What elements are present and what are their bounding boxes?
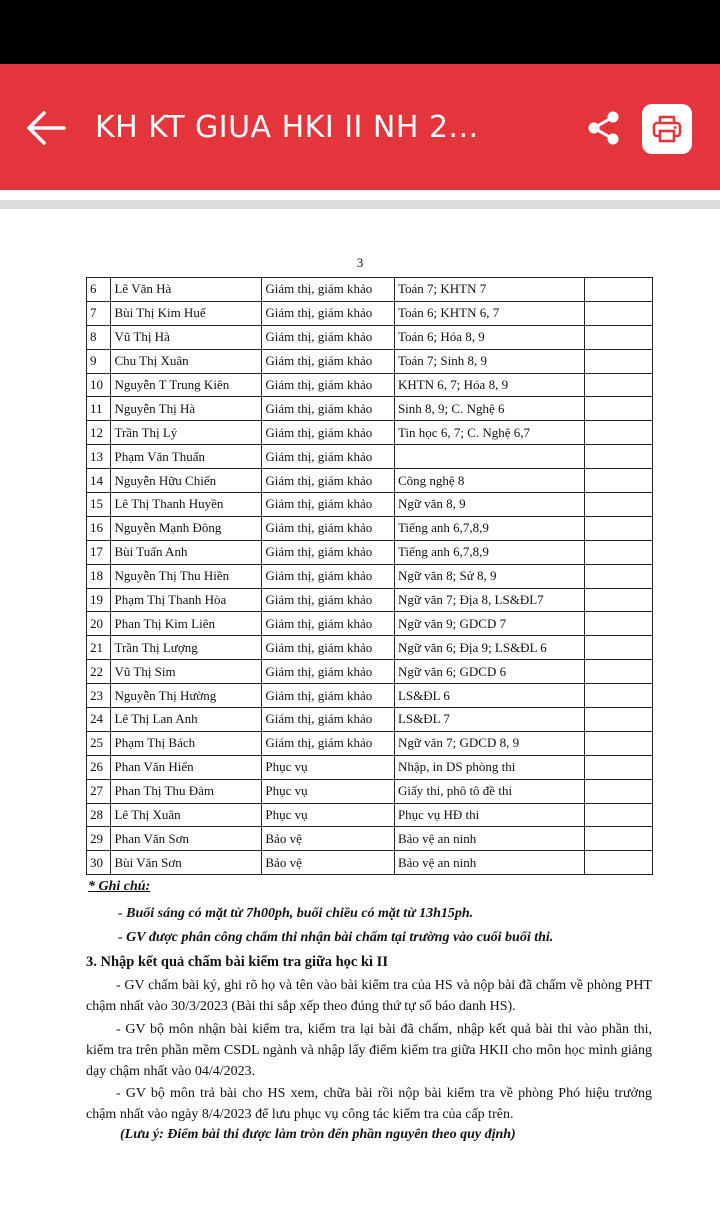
staff-role: Giám thị, giám khảo — [262, 564, 395, 588]
staff-extra — [584, 397, 652, 421]
staff-role: Giám thị, giám khảo — [262, 636, 395, 660]
table-row — [87, 612, 653, 636]
table-row — [87, 564, 653, 588]
print-button[interactable] — [642, 104, 692, 154]
staff-extra — [584, 779, 652, 803]
note-line: - Buổi sáng có mặt từ 7h00ph, buổi chiều có mặt từ 13h15ph. — [118, 906, 474, 921]
document-title: KH KT GIUA HKI II NH 2... — [95, 110, 479, 145]
staff-role: Phục vụ — [262, 779, 395, 803]
row-number: 9 — [87, 349, 111, 373]
table-row — [87, 373, 653, 397]
table-row — [87, 779, 653, 803]
table-row — [87, 421, 653, 445]
staff-role: Giám thị, giám khảo — [262, 708, 395, 732]
staff-table — [86, 277, 653, 875]
staff-name: Trần Thị Lý — [111, 421, 262, 445]
staff-extra — [584, 516, 652, 540]
app-bar — [0, 64, 720, 190]
staff-name: Vũ Thị Hà — [111, 325, 262, 349]
row-number: 29 — [87, 827, 111, 851]
staff-subject: Ngữ văn 7; Địa 8, LS&ĐL7 — [394, 588, 584, 612]
staff-extra — [584, 755, 652, 779]
printer-icon — [650, 112, 684, 146]
staff-subject: Phục vụ HĐ thi — [394, 803, 584, 827]
row-number: 21 — [87, 636, 111, 660]
row-number: 18 — [87, 564, 111, 588]
staff-role: Giám thị, giám khảo — [262, 493, 395, 517]
staff-name: Bùi Thị Kim Huế — [111, 301, 262, 325]
staff-name: Lê Thị Thanh Huyền — [111, 493, 262, 517]
note-title: * Ghi chú: — [88, 879, 151, 894]
staff-extra — [584, 851, 652, 875]
staff-name: Phan Thị Thu Đảm — [111, 779, 262, 803]
row-number: 22 — [87, 660, 111, 684]
staff-extra — [584, 373, 652, 397]
staff-name: Bùi Tuấn Anh — [111, 540, 262, 564]
staff-role: Phục vụ — [262, 755, 395, 779]
row-number: 10 — [87, 373, 111, 397]
staff-role: Giám thị, giám khảo — [262, 516, 395, 540]
status-bar — [0, 0, 720, 64]
staff-subject: Toán 6; Hóa 8, 9 — [394, 325, 584, 349]
staff-extra — [584, 564, 652, 588]
staff-role: Giám thị, giám khảo — [262, 349, 395, 373]
staff-role: Giám thị, giám khảo — [262, 540, 395, 564]
section-heading: 3. Nhập kết quả chấm bài kiểm tra giữa học kì II — [86, 954, 388, 970]
staff-extra — [584, 469, 652, 493]
staff-subject: Giấy thi, phô tô đề thi — [394, 779, 584, 803]
staff-role: Giám thị, giám khảo — [262, 373, 395, 397]
staff-name: Chu Thị Xuân — [111, 349, 262, 373]
staff-role: Phục vụ — [262, 803, 395, 827]
staff-subject: Tiếng anh 6,7,8,9 — [394, 540, 584, 564]
staff-extra — [584, 445, 652, 469]
staff-subject: LS&ĐL 6 — [394, 684, 584, 708]
table-row — [87, 301, 653, 325]
staff-role: Giám thị, giám khảo — [262, 301, 395, 325]
row-number: 26 — [87, 755, 111, 779]
staff-extra — [584, 325, 652, 349]
table-row — [87, 516, 653, 540]
table-row — [87, 827, 653, 851]
row-number: 28 — [87, 803, 111, 827]
staff-subject: Ngữ văn 9; GDCD 7 — [394, 612, 584, 636]
staff-subject: LS&ĐL 7 — [394, 708, 584, 732]
staff-subject: Ngữ văn 7; GDCD 8, 9 — [394, 731, 584, 755]
staff-name: Nguyễn Mạnh Đông — [111, 516, 262, 540]
staff-name: Nguyễn Thị Hường — [111, 684, 262, 708]
staff-name: Lê Thị Xuân — [111, 803, 262, 827]
staff-name: Nguyễn Thị Hà — [111, 397, 262, 421]
row-number: 27 — [87, 779, 111, 803]
staff-subject: Ngữ văn 6; GDCD 6 — [394, 660, 584, 684]
row-number: 30 — [87, 851, 111, 875]
row-number: 20 — [87, 612, 111, 636]
staff-role: Giám thị, giám khảo — [262, 684, 395, 708]
table-row — [87, 851, 653, 875]
row-number: 25 — [87, 731, 111, 755]
staff-name: Lê Văn Hà — [111, 278, 262, 302]
row-number: 23 — [87, 684, 111, 708]
staff-subject: Bảo vệ an ninh — [394, 851, 584, 875]
staff-name: Trần Thị Lượng — [111, 636, 262, 660]
staff-role: Giám thị, giám khảo — [262, 731, 395, 755]
row-number: 15 — [87, 493, 111, 517]
table-row — [87, 469, 653, 493]
staff-subject: Nhập, in DS phòng thi — [394, 755, 584, 779]
staff-name: Nguyễn Thị Thu Hiền — [111, 564, 262, 588]
staff-role: Giám thị, giám khảo — [262, 612, 395, 636]
document-page — [0, 209, 720, 1218]
staff-subject: Tin học 6, 7; C. Nghệ 6,7 — [394, 421, 584, 445]
staff-role: Bảo vệ — [262, 851, 395, 875]
table-row — [87, 397, 653, 421]
staff-name: Lê Thị Lan Anh — [111, 708, 262, 732]
table-row — [87, 684, 653, 708]
staff-subject: Công nghệ 8 — [394, 469, 584, 493]
staff-subject: Toán 7; KHTN 7 — [394, 278, 584, 302]
row-number: 7 — [87, 301, 111, 325]
staff-role: Giám thị, giám khảo — [262, 588, 395, 612]
staff-extra — [584, 636, 652, 660]
paragraph: - GV chấm bài ký, ghi rõ họ và tên vào bài kiểm tra của HS và nộp bài đã chấm về phòng PHT chậm nhất vào 30/3/2023 (Bài thi sắp xếp theo đúng thứ tự số báo danh HS). — [86, 978, 652, 1014]
staff-extra — [584, 827, 652, 851]
row-number: 11 — [87, 397, 111, 421]
staff-subject: Ngữ văn 8; Sử 8, 9 — [394, 564, 584, 588]
staff-extra — [584, 349, 652, 373]
staff-subject: Ngữ văn 8, 9 — [394, 493, 584, 517]
row-number: 19 — [87, 588, 111, 612]
staff-subject: Toán 6; KHTN 6, 7 — [394, 301, 584, 325]
table-row — [87, 660, 653, 684]
table-row — [87, 349, 653, 373]
staff-extra — [584, 684, 652, 708]
table-row — [87, 325, 653, 349]
staff-subject: Bảo vệ an ninh — [394, 827, 584, 851]
staff-name: Phạm Văn Thuấn — [111, 445, 262, 469]
staff-extra — [584, 803, 652, 827]
staff-extra — [584, 493, 652, 517]
appbar-divider — [0, 200, 720, 209]
staff-role: Giám thị, giám khảo — [262, 397, 395, 421]
staff-subject: Sinh 8, 9; C. Nghệ 6 — [394, 397, 584, 421]
share-icon — [585, 109, 623, 147]
paragraph: - GV bộ môn trả bài cho HS xem, chữa bài rồi nộp bài kiểm tra về phòng Phó hiệu trưởng chậm nhất vào ngày 8/4/2023 để lưu phục vụ công tác kiểm tra của cấp trên. — [86, 1086, 652, 1122]
staff-role: Giám thị, giám khảo — [262, 660, 395, 684]
staff-subject — [394, 445, 584, 469]
remark-note: (Lưu ý: Điểm bài thi được làm tròn đến phần nguyên theo quy định) — [120, 1127, 516, 1142]
staff-name: Nguyễn Hữu Chiến — [111, 469, 262, 493]
staff-extra — [584, 660, 652, 684]
staff-subject: Tiếng anh 6,7,8,9 — [394, 516, 584, 540]
staff-name: Phạm Thị Thanh Hòa — [111, 588, 262, 612]
staff-role: Giám thị, giám khảo — [262, 469, 395, 493]
arrow-left-icon — [24, 108, 68, 148]
staff-role: Giám thị, giám khảo — [262, 421, 395, 445]
staff-extra — [584, 278, 652, 302]
staff-name: Vũ Thị Sim — [111, 660, 262, 684]
staff-extra — [584, 588, 652, 612]
staff-role: Giám thị, giám khảo — [262, 278, 395, 302]
table-row — [87, 708, 653, 732]
staff-role: Bảo vệ — [262, 827, 395, 851]
staff-extra — [584, 731, 652, 755]
back-button[interactable] — [20, 104, 72, 152]
staff-name: Phan Thị Kim Liên — [111, 612, 262, 636]
row-number: 12 — [87, 421, 111, 445]
table-row — [87, 803, 653, 827]
row-number: 13 — [87, 445, 111, 469]
staff-name: Phan Văn Sơn — [111, 827, 262, 851]
staff-extra — [584, 612, 652, 636]
share-button[interactable] — [582, 106, 626, 150]
table-row — [87, 636, 653, 660]
staff-name: Phan Văn Hiển — [111, 755, 262, 779]
staff-name: Phạm Thị Bách — [111, 731, 262, 755]
table-row — [87, 588, 653, 612]
staff-extra — [584, 540, 652, 564]
row-number: 24 — [87, 708, 111, 732]
paragraph: - GV bộ môn nhận bài kiểm tra, kiểm tra lại bài đã chấm, nhập kết quả bài thi vào phần thi, kiểm tra trên phần mềm CSDL ngành và nhập lấy điểm kiểm tra giữa HKII cho môn học mình giảng dạy chậm nhất vào 04/4/2023. — [86, 1022, 652, 1079]
table-row — [87, 755, 653, 779]
staff-extra — [584, 708, 652, 732]
staff-subject: Toán 7; Sinh 8, 9 — [394, 349, 584, 373]
staff-subject: KHTN 6, 7; Hóa 8, 9 — [394, 373, 584, 397]
staff-name: Nguyễn T Trung Kiên — [111, 373, 262, 397]
staff-role: Giám thị, giám khảo — [262, 445, 395, 469]
staff-subject: Ngữ văn 6; Địa 9; LS&ĐL 6 — [394, 636, 584, 660]
row-number: 17 — [87, 540, 111, 564]
row-number: 8 — [87, 325, 111, 349]
staff-extra — [584, 301, 652, 325]
table-row — [87, 731, 653, 755]
row-number: 16 — [87, 516, 111, 540]
page-number: 3 — [356, 255, 364, 270]
table-row — [87, 445, 653, 469]
staff-name: Bùi Văn Sơn — [111, 851, 262, 875]
staff-extra — [584, 421, 652, 445]
row-number: 14 — [87, 469, 111, 493]
table-row — [87, 540, 653, 564]
note-line: - GV được phân công chấm thi nhận bài chấm tại trường vào cuối buổi thi. — [118, 930, 554, 945]
table-row — [87, 493, 653, 517]
table-row — [87, 278, 653, 302]
row-number: 6 — [87, 278, 111, 302]
staff-role: Giám thị, giám khảo — [262, 325, 395, 349]
